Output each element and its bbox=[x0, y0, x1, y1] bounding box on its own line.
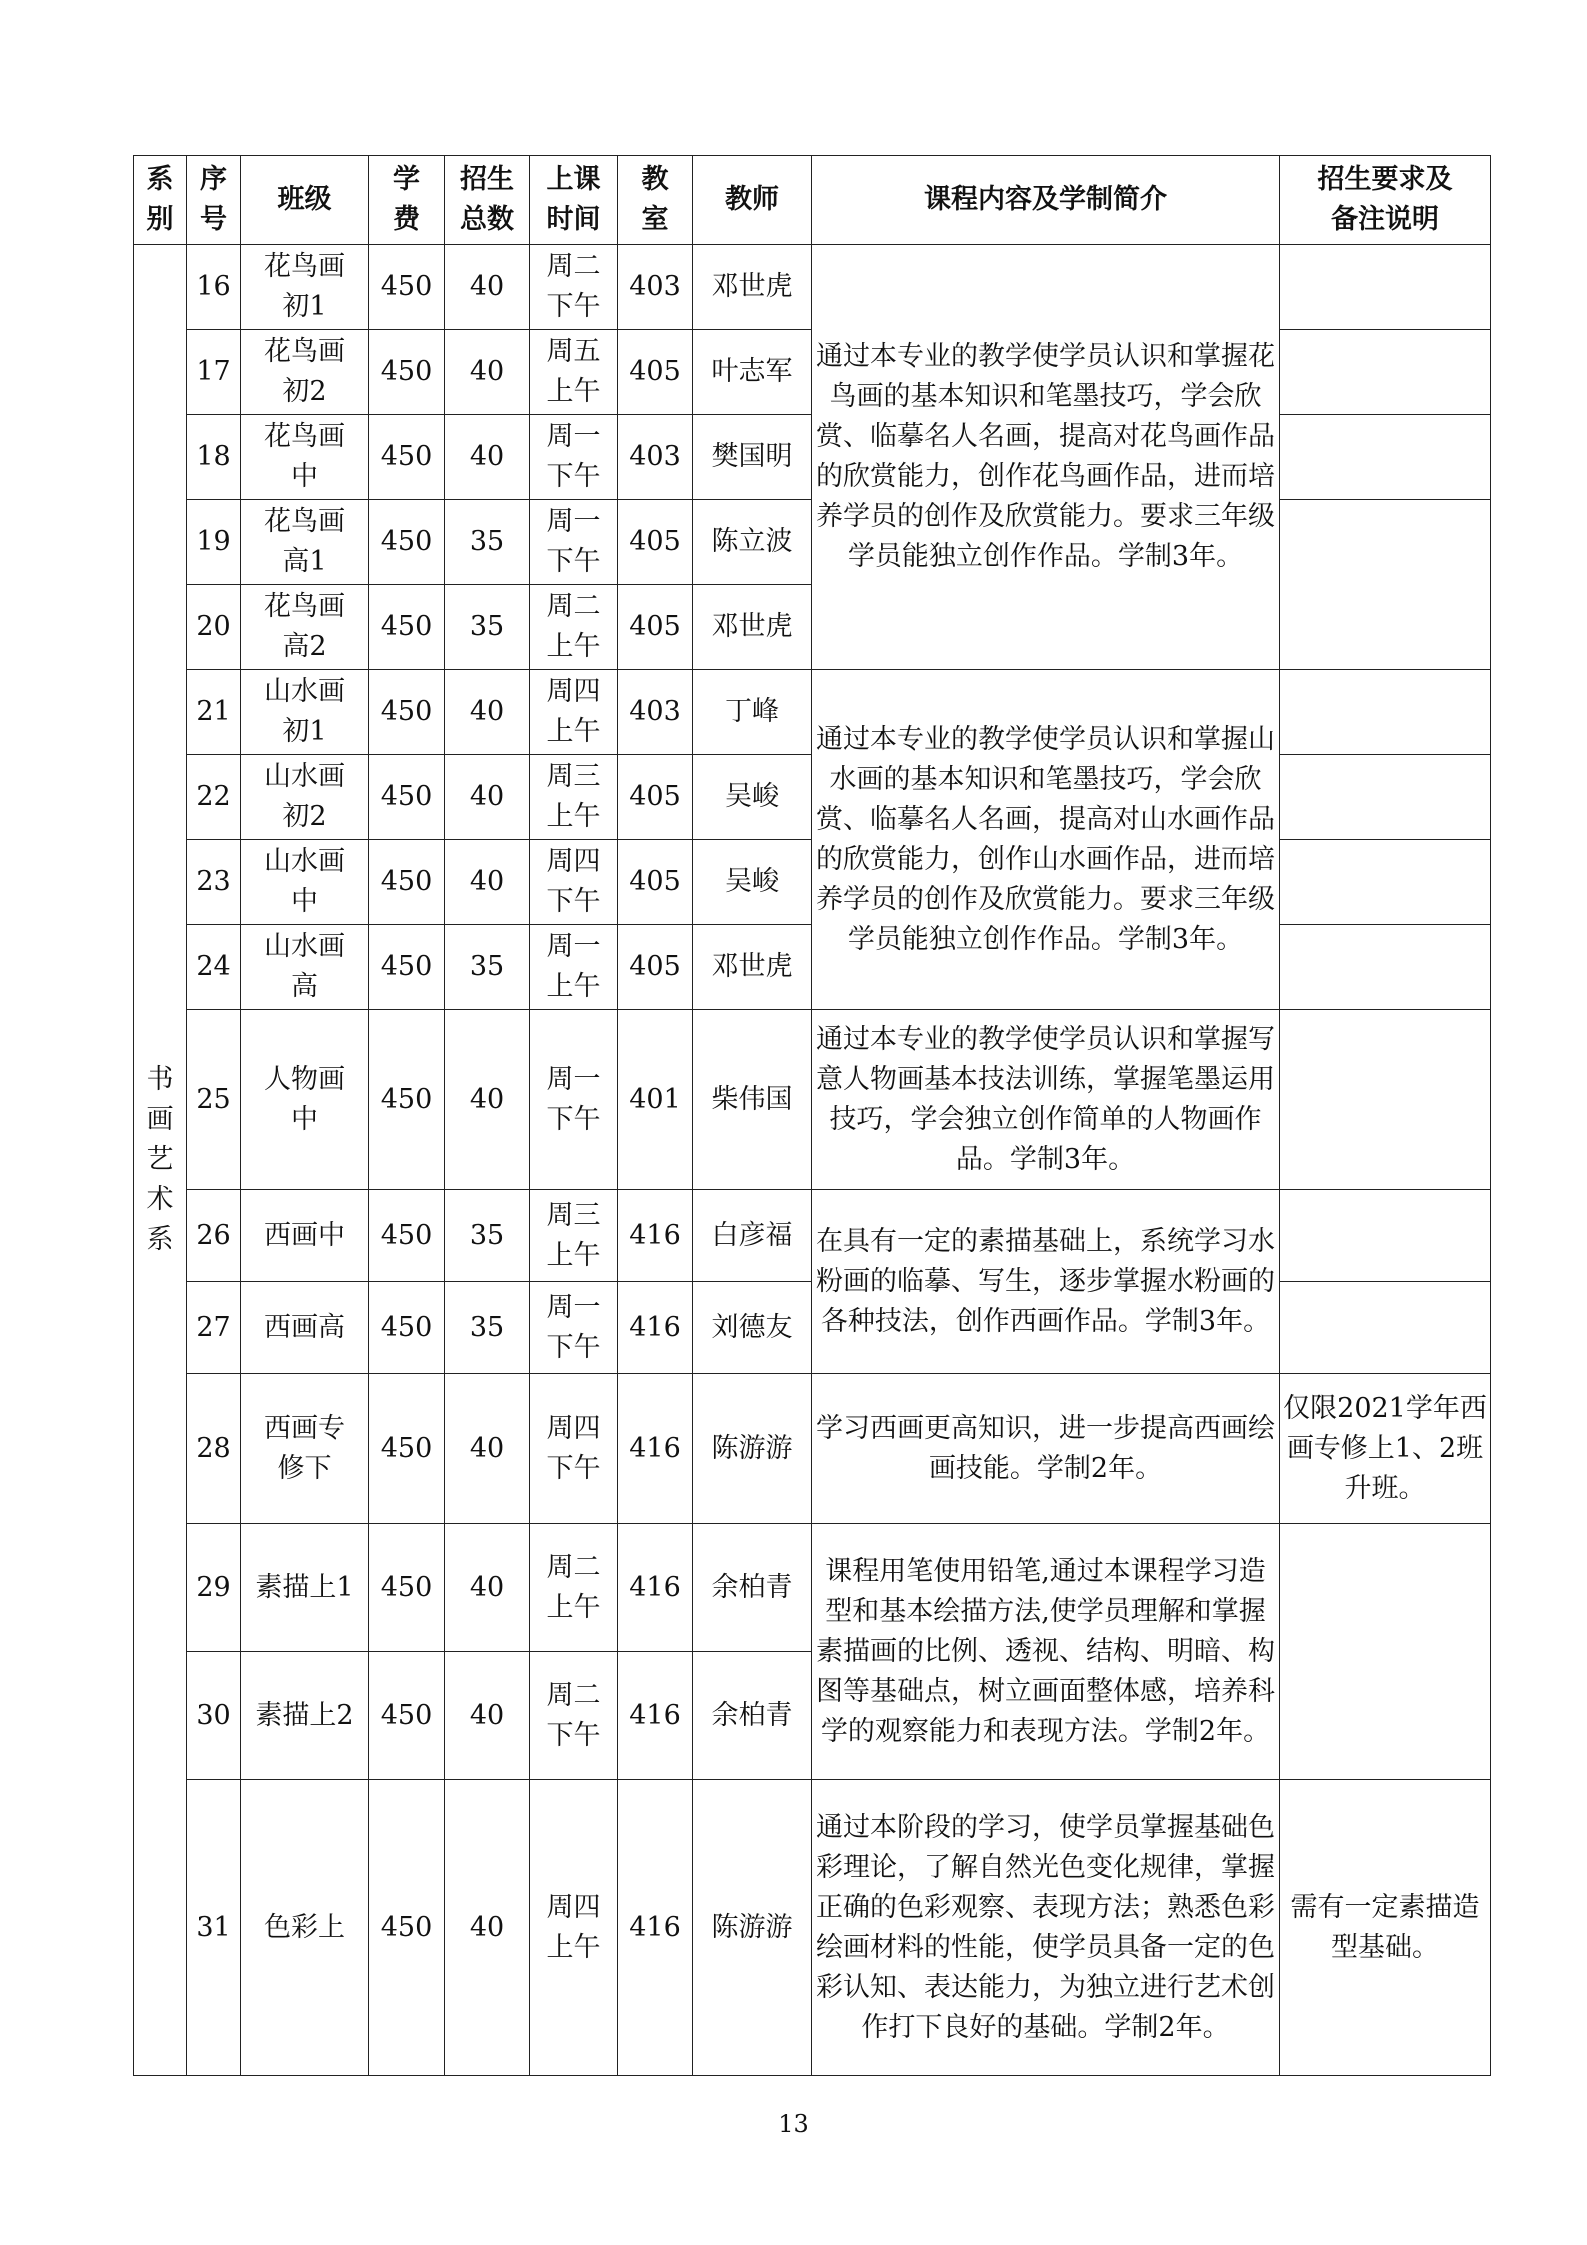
row-num: 29 bbox=[187, 1524, 241, 1652]
row-time: 周二 上午 bbox=[530, 1524, 618, 1652]
department-cell: 书画艺术系 bbox=[134, 245, 187, 2076]
row-time: 周一 上午 bbox=[530, 925, 618, 1010]
row-total: 40 bbox=[445, 1780, 530, 2076]
row-num: 28 bbox=[187, 1374, 241, 1524]
row-time: 周三 上午 bbox=[530, 755, 618, 840]
row-time: 周一 下午 bbox=[530, 500, 618, 585]
row-note bbox=[1280, 840, 1491, 925]
row-num: 21 bbox=[187, 670, 241, 755]
row-note bbox=[1280, 925, 1491, 1010]
row-note: 仅限2021学年西画专修上1、2班升班。 bbox=[1280, 1374, 1491, 1524]
row-fee: 450 bbox=[369, 1780, 445, 2076]
row-total: 35 bbox=[445, 585, 530, 670]
course-description: 在具有一定的素描基础上，系统学习水粉画的临摹、写生，逐步掌握水粉画的各种技法，创作西画作品。学制3年。 bbox=[812, 1190, 1280, 1374]
row-total: 40 bbox=[445, 415, 530, 500]
header-fee: 学费 bbox=[369, 156, 445, 245]
row-room: 403 bbox=[618, 245, 693, 330]
row-teacher: 叶志军 bbox=[693, 330, 812, 415]
row-note bbox=[1280, 1010, 1491, 1190]
header-row bbox=[134, 156, 1491, 245]
row-fee: 450 bbox=[369, 755, 445, 840]
row-time: 周三 上午 bbox=[530, 1190, 618, 1282]
row-fee: 450 bbox=[369, 840, 445, 925]
row-total: 35 bbox=[445, 1282, 530, 1374]
row-num: 19 bbox=[187, 500, 241, 585]
row-class: 花鸟画 初1 bbox=[241, 245, 369, 330]
row-total: 35 bbox=[445, 500, 530, 585]
row-time: 周四 下午 bbox=[530, 840, 618, 925]
row-teacher: 柴伟国 bbox=[693, 1010, 812, 1190]
row-class: 人物画 中 bbox=[241, 1010, 369, 1190]
row-teacher: 陈立波 bbox=[693, 500, 812, 585]
row-num: 16 bbox=[187, 245, 241, 330]
row-class: 山水画 高 bbox=[241, 925, 369, 1010]
header-content: 课程内容及学制简介 bbox=[812, 156, 1280, 245]
row-note: 需有一定素描造型基础。 bbox=[1280, 1780, 1491, 2076]
row-num: 17 bbox=[187, 330, 241, 415]
header-time: 上课时间 bbox=[530, 156, 618, 245]
table-row bbox=[134, 1524, 1491, 1652]
row-total: 40 bbox=[445, 670, 530, 755]
header-total: 招生总数 bbox=[445, 156, 530, 245]
row-room: 416 bbox=[618, 1780, 693, 2076]
row-total: 40 bbox=[445, 840, 530, 925]
table-row bbox=[134, 1780, 1491, 2076]
row-class: 花鸟画 高1 bbox=[241, 500, 369, 585]
header-room: 教室 bbox=[618, 156, 693, 245]
row-total: 40 bbox=[445, 1652, 530, 1780]
row-fee: 450 bbox=[369, 330, 445, 415]
row-class: 山水画 中 bbox=[241, 840, 369, 925]
row-room: 405 bbox=[618, 755, 693, 840]
row-total: 40 bbox=[445, 245, 530, 330]
row-fee: 450 bbox=[369, 1374, 445, 1524]
row-time: 周二 下午 bbox=[530, 1652, 618, 1780]
row-note bbox=[1280, 755, 1491, 840]
table-row bbox=[134, 1374, 1491, 1524]
row-time: 周一 下午 bbox=[530, 1010, 618, 1190]
row-teacher: 樊国明 bbox=[693, 415, 812, 500]
row-total: 40 bbox=[445, 1010, 530, 1190]
row-room: 405 bbox=[618, 585, 693, 670]
header-note: 招生要求及备注说明 bbox=[1280, 156, 1491, 245]
row-teacher: 丁峰 bbox=[693, 670, 812, 755]
course-description: 学习西画更高知识，进一步提高西画绘画技能。学制2年。 bbox=[812, 1374, 1280, 1524]
row-class: 花鸟画 中 bbox=[241, 415, 369, 500]
header-teacher: 教师 bbox=[693, 156, 812, 245]
row-time: 周一 下午 bbox=[530, 1282, 618, 1374]
row-room: 416 bbox=[618, 1190, 693, 1282]
course-table bbox=[133, 155, 1491, 2076]
row-fee: 450 bbox=[369, 925, 445, 1010]
row-num: 20 bbox=[187, 585, 241, 670]
row-class: 花鸟画 高2 bbox=[241, 585, 369, 670]
row-room: 405 bbox=[618, 840, 693, 925]
table-row bbox=[134, 245, 1491, 330]
row-num: 23 bbox=[187, 840, 241, 925]
course-description: 通过本专业的教学使学员认识和掌握山水画的基本知识和笔墨技巧，学会欣赏、临摹名人名画，提高对山水画作品的欣赏能力，创作山水画作品，进而培养学员的创作及欣赏能力。要求三年级学员能独立创作作品。学制3年。 bbox=[812, 670, 1280, 1010]
header-class: 班级 bbox=[241, 156, 369, 245]
row-room: 416 bbox=[618, 1282, 693, 1374]
row-fee: 450 bbox=[369, 1652, 445, 1780]
row-teacher: 刘德友 bbox=[693, 1282, 812, 1374]
row-room: 416 bbox=[618, 1524, 693, 1652]
header-dept: 系别 bbox=[134, 156, 187, 245]
table-row bbox=[134, 1190, 1491, 1282]
row-class: 山水画 初2 bbox=[241, 755, 369, 840]
row-time: 周二 下午 bbox=[530, 245, 618, 330]
row-num: 30 bbox=[187, 1652, 241, 1780]
row-time: 周五 上午 bbox=[530, 330, 618, 415]
row-room: 405 bbox=[618, 330, 693, 415]
row-num: 26 bbox=[187, 1190, 241, 1282]
table-row bbox=[134, 1010, 1491, 1190]
row-fee: 450 bbox=[369, 415, 445, 500]
row-note bbox=[1280, 670, 1491, 755]
row-time: 周二 上午 bbox=[530, 585, 618, 670]
row-fee: 450 bbox=[369, 1282, 445, 1374]
row-teacher: 邓世虎 bbox=[693, 245, 812, 330]
page-number: 13 bbox=[778, 2110, 809, 2138]
row-room: 405 bbox=[618, 500, 693, 585]
row-room: 403 bbox=[618, 670, 693, 755]
row-room: 403 bbox=[618, 415, 693, 500]
row-teacher: 邓世虎 bbox=[693, 925, 812, 1010]
row-fee: 450 bbox=[369, 1190, 445, 1282]
row-class: 素描上1 bbox=[241, 1524, 369, 1652]
row-room: 405 bbox=[618, 925, 693, 1010]
row-class: 花鸟画 初2 bbox=[241, 330, 369, 415]
course-description: 课程用笔使用铅笔,通过本课程学习造型和基本绘描方法,使学员理解和掌握素描画的比例、透视、结构、明暗、构图等基础点，树立画面整体感，培养科学的观察能力和表现方法。学制2年。 bbox=[812, 1524, 1280, 1780]
row-teacher: 邓世虎 bbox=[693, 585, 812, 670]
row-num: 31 bbox=[187, 1780, 241, 2076]
row-teacher: 白彦福 bbox=[693, 1190, 812, 1282]
row-class: 山水画 初1 bbox=[241, 670, 369, 755]
row-num: 22 bbox=[187, 755, 241, 840]
table-row bbox=[134, 670, 1491, 755]
row-teacher: 余柏青 bbox=[693, 1652, 812, 1780]
row-total: 35 bbox=[445, 925, 530, 1010]
row-num: 25 bbox=[187, 1010, 241, 1190]
row-num: 24 bbox=[187, 925, 241, 1010]
row-time: 周四 上午 bbox=[530, 1780, 618, 2076]
row-room: 416 bbox=[618, 1374, 693, 1524]
row-teacher: 吴峻 bbox=[693, 755, 812, 840]
row-teacher: 陈游游 bbox=[693, 1374, 812, 1524]
row-time: 周四 上午 bbox=[530, 670, 618, 755]
row-note bbox=[1280, 500, 1491, 670]
course-description: 通过本阶段的学习，使学员掌握基础色彩理论，了解自然光色变化规律，掌握正确的色彩观察、表现方法；熟悉色彩绘画材料的性能，使学员具备一定的色彩认知、表达能力，为独立进行艺术创作打下良好的基础。学制2年。 bbox=[812, 1780, 1280, 2076]
row-num: 18 bbox=[187, 415, 241, 500]
row-room: 401 bbox=[618, 1010, 693, 1190]
row-fee: 450 bbox=[369, 245, 445, 330]
row-note bbox=[1280, 330, 1491, 415]
row-class: 色彩上 bbox=[241, 1780, 369, 2076]
row-total: 40 bbox=[445, 330, 530, 415]
row-class: 西画高 bbox=[241, 1282, 369, 1374]
row-note bbox=[1280, 245, 1491, 330]
row-class: 素描上2 bbox=[241, 1652, 369, 1780]
row-fee: 450 bbox=[369, 670, 445, 755]
row-total: 40 bbox=[445, 1524, 530, 1652]
row-total: 35 bbox=[445, 1190, 530, 1282]
row-teacher: 余柏青 bbox=[693, 1524, 812, 1652]
row-time: 周四 下午 bbox=[530, 1374, 618, 1524]
header-num: 序号 bbox=[187, 156, 241, 245]
row-fee: 450 bbox=[369, 1010, 445, 1190]
row-class: 西画专 修下 bbox=[241, 1374, 369, 1524]
row-note bbox=[1280, 415, 1491, 500]
row-fee: 450 bbox=[369, 500, 445, 585]
row-total: 40 bbox=[445, 755, 530, 840]
row-note bbox=[1280, 1524, 1491, 1780]
row-time: 周一 下午 bbox=[530, 415, 618, 500]
row-fee: 450 bbox=[369, 1524, 445, 1652]
row-note bbox=[1280, 1190, 1491, 1282]
row-teacher: 吴峻 bbox=[693, 840, 812, 925]
row-teacher: 陈游游 bbox=[693, 1780, 812, 2076]
row-fee: 450 bbox=[369, 585, 445, 670]
row-num: 27 bbox=[187, 1282, 241, 1374]
row-room: 416 bbox=[618, 1652, 693, 1780]
course-description: 通过本专业的教学使学员认识和掌握写意人物画基本技法训练，掌握笔墨运用技巧，学会独立创作简单的人物画作品。学制3年。 bbox=[812, 1010, 1280, 1190]
row-class: 西画中 bbox=[241, 1190, 369, 1282]
course-description: 通过本专业的教学使学员认识和掌握花鸟画的基本知识和笔墨技巧，学会欣赏、临摹名人名画，提高对花鸟画作品的欣赏能力，创作花鸟画作品，进而培养学员的创作及欣赏能力。要求三年级学员能独立创作作品。学制3年。 bbox=[812, 245, 1280, 670]
row-total: 40 bbox=[445, 1374, 530, 1524]
row-note bbox=[1280, 1282, 1491, 1374]
